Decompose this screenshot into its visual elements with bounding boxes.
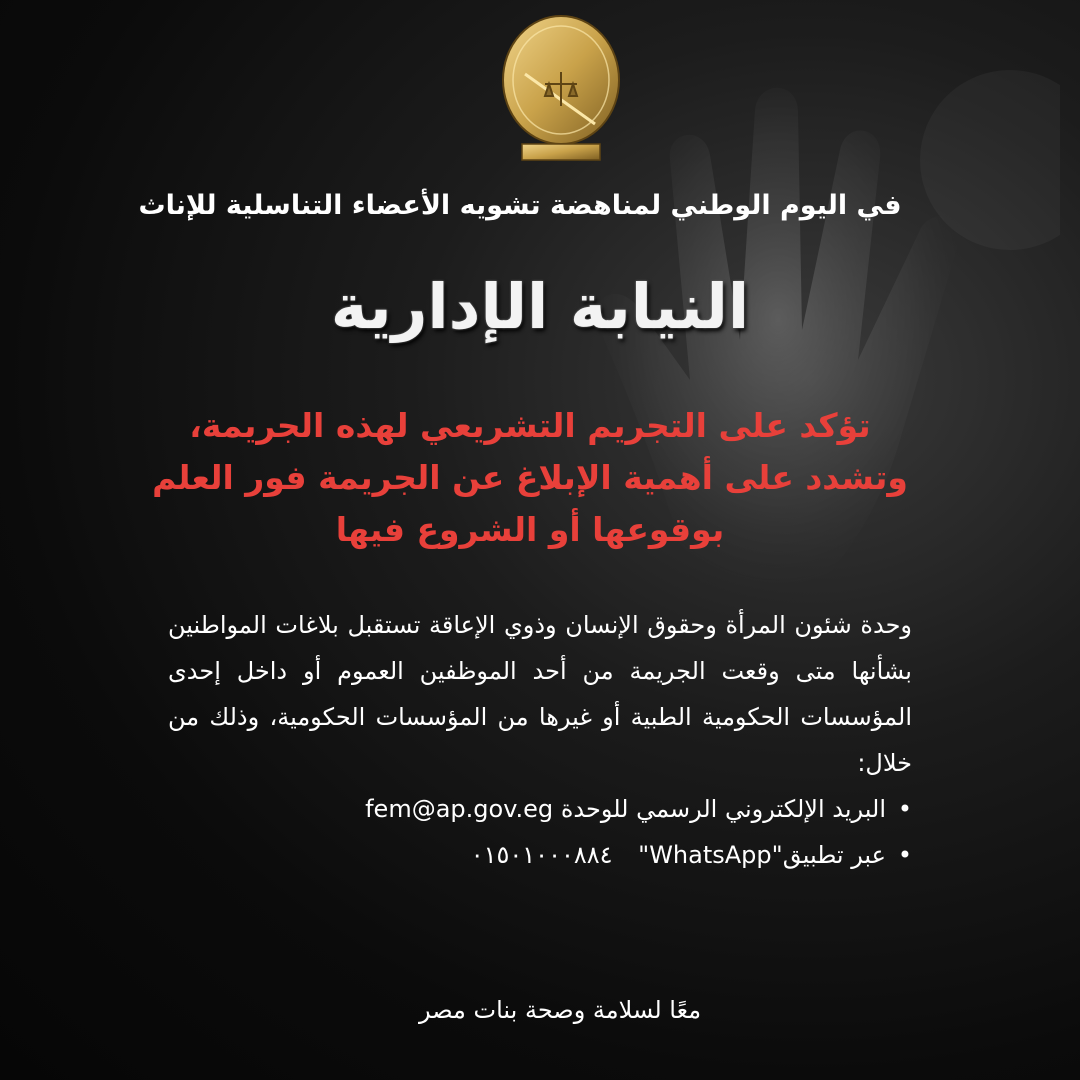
statement-line: تؤكد على التجريم التشريعي لهذه الجريمة، [189, 406, 871, 445]
statement-line: بوقوعها أو الشروع فيها [335, 510, 725, 549]
email-label: البريد الإلكتروني الرسمي للوحدة [560, 795, 886, 823]
headline: في اليوم الوطني لمناهضة تشويه الأعضاء التناسلية للإناث [138, 190, 902, 221]
body-text [168, 602, 912, 878]
contact-list [168, 786, 912, 878]
list-item [168, 832, 912, 878]
organization-title: النيابة الإدارية [330, 270, 750, 343]
email-link[interactable]: fem@ap.gov.eg [365, 795, 554, 823]
list-item [168, 786, 912, 832]
bullet-icon: • [897, 795, 912, 823]
whatsapp-label: عبر تطبيق"WhatsApp" [638, 841, 886, 869]
whatsapp-number[interactable]: ٠١٥٠١٠٠٠٨٨٤ [470, 841, 613, 869]
statement-line: وتشدد على أهمية الإبلاغ عن الجريمة فور العلم [152, 458, 908, 497]
body-paragraph: وحدة شئون المرأة وحقوق الإنسان وذوي الإعاقة تستقبل بلاغات المواطنين بشأنها متى وقعت الجريمة من أحد الموظفين العموم أو داخل إحدى المؤسسات الحكومية الطبية أو غيرها من المؤسسات الحكومية، وذلك من خلال: [168, 611, 912, 777]
footer-slogan: معًا لسلامة وصحة بنات مصر [418, 996, 702, 1024]
organization-emblem-icon [500, 14, 622, 162]
bullet-icon: • [897, 841, 912, 869]
statement [120, 400, 940, 556]
